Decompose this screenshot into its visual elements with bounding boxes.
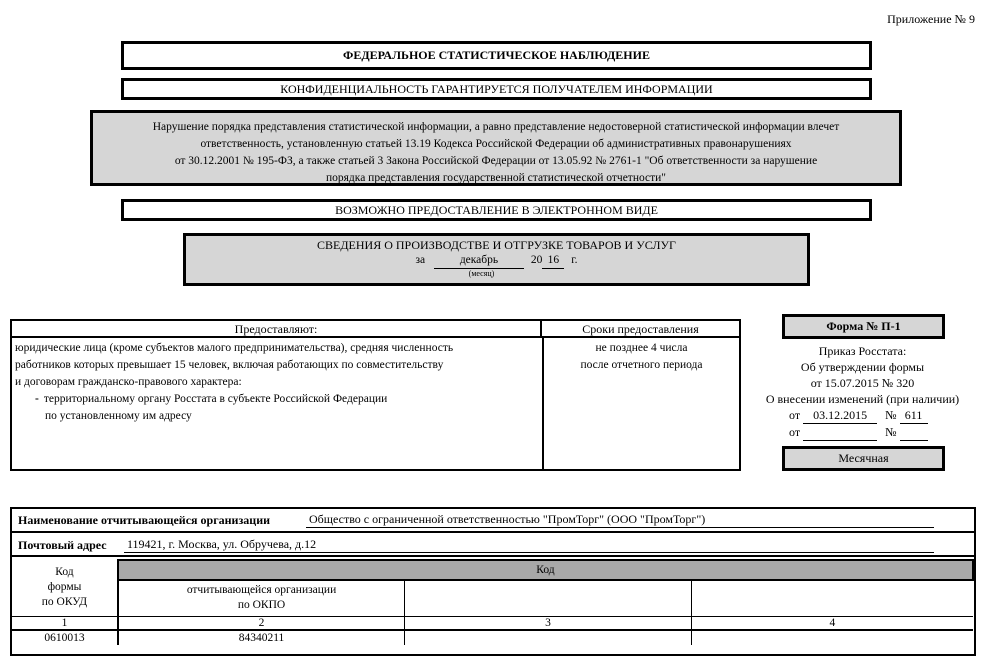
org-name-label: Наименование отчитывающейся организации xyxy=(18,513,271,527)
col-number-3: 3 xyxy=(405,616,692,630)
col-number-1: 1 xyxy=(12,616,118,630)
okpo-code-value: 84340211 xyxy=(118,630,405,645)
warning-line: Нарушение порядка представления статистической информации, а равно представление недостоверной статистической информации влечет xyxy=(152,121,840,133)
organization-block xyxy=(10,507,976,656)
periodicity: Месячная xyxy=(782,446,945,471)
address-row xyxy=(12,533,974,557)
address-label: Почтовый адрес xyxy=(18,538,107,552)
change-number: 611 xyxy=(900,407,928,424)
federal-observation-title: ФЕДЕРАЛЬНОЕ СТАТИСТИЧЕСКОЕ НАБЛЮДЕНИЕ xyxy=(121,41,872,70)
submitter-recipient xyxy=(15,391,539,408)
change-date: 03.12.2015 xyxy=(803,407,877,424)
org-name-row xyxy=(12,509,974,533)
okud-code-value: 0610013 xyxy=(12,630,118,645)
change-row-1 xyxy=(789,407,949,424)
deadline-line: после отчетного периода xyxy=(580,359,703,371)
code-header: Код xyxy=(118,560,973,580)
submitter-line: и договорам гражданско-правового характера: xyxy=(15,376,242,388)
num-label: № xyxy=(885,425,897,439)
org-name-value: Общество с ограниченной ответственностью "ПромТорг" (ООО "ПромТорг") xyxy=(306,512,934,528)
period-za: за xyxy=(415,254,426,266)
report-year: 16 xyxy=(542,253,564,269)
code-col3-header xyxy=(405,580,692,616)
submitter-line: юридические лица (кроме субъектов малого предпринимательства), средняя численность xyxy=(15,342,454,354)
okpo-header-line: по ОКПО xyxy=(237,599,286,612)
recipient-line: территориальному органу Росстата в субъекте Российской Федерации xyxy=(43,393,388,405)
year-prefix: 20 xyxy=(530,254,543,266)
submitter-line: работников которых превышает 15 человек, включая работающих по совместительству xyxy=(15,359,444,371)
okpo-header-line: отчитывающейся организации xyxy=(186,584,337,597)
confidentiality-notice: КОНФИДЕНЦИАЛЬНОСТЬ ГАРАНТИРУЕТСЯ ПОЛУЧАТЕЛЕМ ИНФОРМАЦИИ xyxy=(121,78,872,100)
ot-label: от xyxy=(789,425,801,439)
recipient-line: по установленному им адресу xyxy=(45,410,192,422)
col-number-4: 4 xyxy=(691,616,973,630)
col-number-2: 2 xyxy=(118,616,405,630)
form-order-block xyxy=(750,343,975,407)
report-month: декабрь xyxy=(434,253,524,269)
address-value: 119421, г. Москва, ул. Обручева, д.12 xyxy=(124,537,934,553)
okud-header-line: по ОКУД xyxy=(41,596,88,609)
order-line: Приказ Росстата: xyxy=(818,344,907,358)
submission-table xyxy=(10,319,741,471)
change-number-empty xyxy=(900,424,928,441)
okpo-header xyxy=(118,580,405,616)
okud-header-line: Код xyxy=(55,566,74,579)
warning-line: от 30.12.2001 № 195-ФЗ, а также статьей 3 Закона Российской Федерации от 13.05.92 № 2761-1 "Об ответственности за нарушение xyxy=(174,155,818,167)
code-col3-value xyxy=(405,630,692,645)
warning-line: порядка представления государственной статистической отчетности" xyxy=(325,172,666,184)
change-date-empty xyxy=(803,424,877,441)
change-row-2 xyxy=(789,424,949,441)
okud-header xyxy=(12,560,118,616)
submitters-header: Предоставляют: xyxy=(12,321,542,338)
report-title-box xyxy=(183,233,810,286)
ot-label: от xyxy=(789,408,801,422)
code-col4-header xyxy=(691,580,973,616)
order-line: О внесении изменений (при наличии) xyxy=(765,392,960,406)
submitters-cell xyxy=(15,340,539,425)
bullet-dash: - xyxy=(35,393,39,405)
code-col4-value xyxy=(691,630,973,645)
okud-header-line: формы xyxy=(47,581,82,594)
order-line: Об утверждении формы xyxy=(800,360,925,374)
electronic-submission-notice: ВОЗМОЖНО ПРЕДОСТАВЛЕНИЕ В ЭЛЕКТРОННОМ ВИДЕ xyxy=(121,199,872,221)
num-label: № xyxy=(885,408,897,422)
form-number: Форма № П-1 xyxy=(782,314,945,339)
warning-line: ответственность, установленную статьей 13.19 Кодекса Российской Федерации об административных правонарушениях xyxy=(200,138,792,150)
appendix-number: Приложение № 9 xyxy=(887,12,975,26)
year-unit: г. xyxy=(571,254,578,266)
deadline-line: не позднее 4 числа xyxy=(595,342,688,354)
month-caption: (месяц) xyxy=(468,269,495,278)
legal-warning-box xyxy=(90,110,902,186)
order-line: от 15.07.2015 № 320 xyxy=(810,376,915,390)
report-period xyxy=(186,253,807,269)
codes-table xyxy=(12,559,974,645)
deadline-header: Сроки предоставления xyxy=(542,321,739,338)
report-title: СВЕДЕНИЯ О ПРОИЗВОДСТВЕ И ОТГРУЗКЕ ТОВАРОВ И УСЛУГ xyxy=(317,238,676,252)
deadline-cell xyxy=(544,340,739,374)
